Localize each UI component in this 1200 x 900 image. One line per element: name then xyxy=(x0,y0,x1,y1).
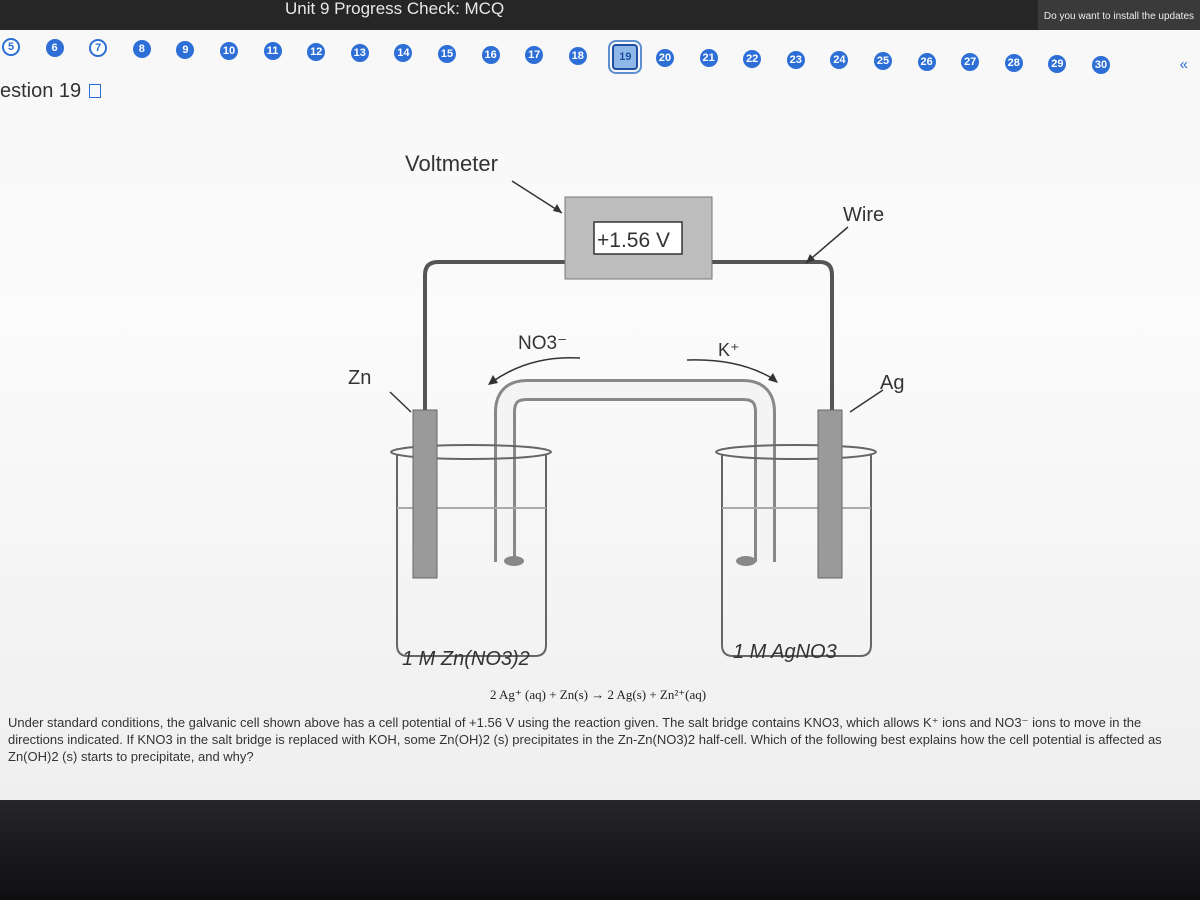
zn-pointer xyxy=(390,392,411,412)
update-notice[interactable]: Do you want to install the updates xyxy=(1038,0,1200,30)
wire-label: Wire xyxy=(843,204,885,226)
ag-pointer xyxy=(850,390,883,412)
question-8-button[interactable]: 8 xyxy=(133,40,151,58)
silver-label: Ag xyxy=(880,372,905,394)
question-12-button[interactable]: 12 xyxy=(307,43,325,61)
question-25-button[interactable]: 25 xyxy=(874,52,892,70)
question-5-button[interactable]: 5 xyxy=(2,38,20,56)
question-text: Under standard conditions, the galvanic cell shown above has a cell potential of +1.56 V using the reaction given. The salt bridge contains KNO3, which allows K⁺ ions and NO3⁻ ions to move in the directions indicated. If KNO3 in the salt bridge is replaced with KOH, some Zn(OH)2 (s) precipitates in the Zn-Zn(NO3)2 half-cell. Which of the following best explains how the cell potential is affected as Zn(OH)2 (s) starts to precipitate, and why? xyxy=(8,715,1162,764)
question-27-button[interactable]: 27 xyxy=(961,53,979,71)
question-number: estion 19 xyxy=(0,80,82,102)
question-20-button[interactable]: 20 xyxy=(656,49,674,67)
question-16-button[interactable]: 16 xyxy=(482,46,500,64)
page-title: Unit 9 Progress Check: MCQ xyxy=(285,0,505,18)
question-navigation xyxy=(0,34,1200,74)
salt-bridge xyxy=(505,390,765,562)
zinc-electrode xyxy=(413,410,437,578)
question-24-button[interactable]: 24 xyxy=(830,51,848,69)
question-10-button[interactable]: 10 xyxy=(220,42,238,60)
question-23-button[interactable]: 23 xyxy=(787,51,805,69)
voltmeter-reading: +1.56 V xyxy=(597,229,670,252)
question-19-button[interactable]: 19 xyxy=(612,44,638,70)
voltmeter-label: Voltmeter xyxy=(405,151,498,176)
question-9-button[interactable]: 9 xyxy=(176,41,194,59)
voltmeter-pointer xyxy=(512,181,562,213)
question-14-button[interactable]: 14 xyxy=(394,44,412,62)
question-30-button[interactable]: 30 xyxy=(1092,56,1110,74)
question-22-button[interactable]: 22 xyxy=(743,50,761,68)
collapse-nav-button[interactable]: « xyxy=(1179,56,1188,73)
question-29-button[interactable]: 29 xyxy=(1048,55,1066,73)
laptop-bezel xyxy=(0,800,1200,900)
question-11-button[interactable]: 11 xyxy=(264,42,282,60)
zinc-label: Zn xyxy=(348,367,372,389)
question-7-button[interactable]: 7 xyxy=(89,39,107,57)
right-beaker xyxy=(722,455,871,656)
question-13-button[interactable]: 13 xyxy=(351,44,369,62)
top-bar xyxy=(0,0,1200,30)
potassium-arrow xyxy=(687,360,775,380)
question-15-button[interactable]: 15 xyxy=(438,45,456,63)
galvanic-cell-diagram xyxy=(0,100,1200,680)
right-solution-label: 1 M AgNO3 xyxy=(733,641,837,663)
potassium-label: K⁺ xyxy=(718,340,740,360)
question-17-button[interactable]: 17 xyxy=(525,46,543,64)
bookmark-icon[interactable] xyxy=(89,84,101,98)
silver-electrode xyxy=(818,410,842,578)
question-6-button[interactable]: 6 xyxy=(46,39,64,57)
reaction-equation: 2 Ag⁺ (aq) + Zn(s) → 2 Ag(s) + Zn²⁺(aq) xyxy=(490,687,707,702)
question-21-button[interactable]: 21 xyxy=(700,49,718,67)
question-28-button[interactable]: 28 xyxy=(1005,54,1023,72)
nitrate-arrow xyxy=(492,358,580,382)
left-solution-label: 1 M Zn(NO3)2 xyxy=(402,648,530,670)
question-18-button[interactable]: 18 xyxy=(569,47,587,65)
question-26-button[interactable]: 26 xyxy=(918,53,936,71)
nitrate-label: NO3⁻ xyxy=(518,333,568,354)
